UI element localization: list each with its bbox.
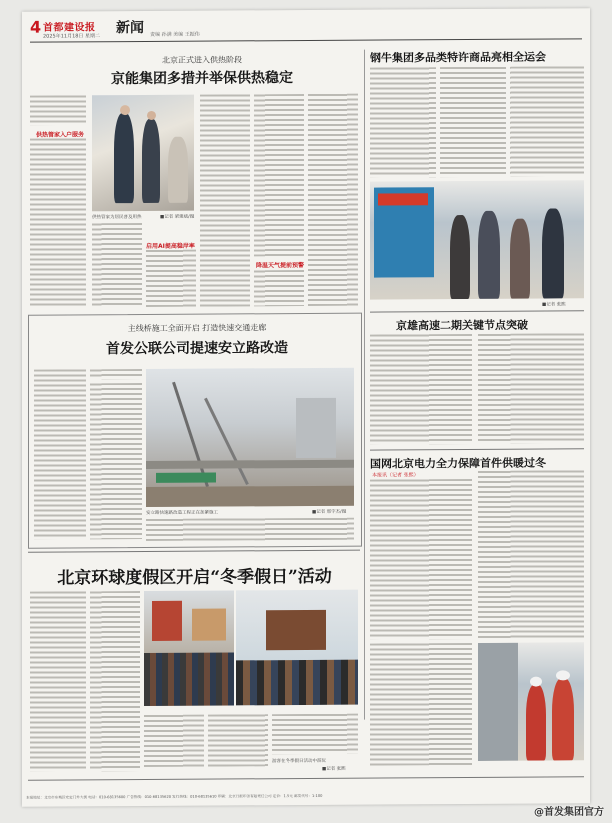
right1-col3-text bbox=[510, 66, 584, 176]
article2-bottom-text bbox=[146, 518, 354, 541]
article2-col2-top-text bbox=[90, 369, 142, 379]
footer-rule bbox=[28, 776, 584, 780]
article1-photo-caption: 供热管家为居民普及用热 bbox=[92, 215, 142, 221]
right3-col2-text bbox=[478, 470, 584, 639]
article3-photo-2 bbox=[236, 590, 358, 706]
article1-col4-text bbox=[200, 94, 250, 306]
masthead bbox=[30, 14, 582, 47]
article3-photo bbox=[144, 590, 234, 706]
article1-col6-text bbox=[308, 94, 358, 306]
right2-headline: 京雄高速二期关键节点突破 bbox=[396, 318, 528, 333]
article1-photo-credit: ■记者 梁建斌/摄 bbox=[160, 214, 195, 220]
right3-photo bbox=[478, 642, 584, 761]
article1-headline: 京能集团多措并举保供热稳定 bbox=[111, 70, 293, 88]
right1-photo bbox=[370, 180, 584, 299]
right2-col1-text bbox=[370, 334, 472, 445]
newspaper-logo: 首都建设报 bbox=[43, 22, 96, 34]
article2-col2-text bbox=[90, 383, 142, 539]
right1-col1-text bbox=[370, 67, 436, 177]
article3-credit: ■记者 张熙 bbox=[322, 766, 346, 772]
article1-col2-text bbox=[92, 223, 142, 307]
footer-info: 本报地址：北京市东城区安定门外大街 电话：010-68135600 广告热线：010-68135620 发行热线：010-68135610 印刷：北京日报印务有限责任公司 定价：1.5元 邮发代号：1-100 bbox=[26, 793, 323, 800]
article3-rule bbox=[28, 550, 360, 553]
right1-credit: ■记者 张熙 bbox=[542, 302, 566, 308]
right3-byline: 本报讯（记者 张熙） bbox=[372, 472, 419, 479]
article1-col5-text bbox=[254, 94, 304, 256]
column-divider bbox=[364, 50, 365, 720]
article1-subhead-3: 降温天气提前预警 bbox=[256, 262, 305, 270]
article1-subhead-2: 启用AI提高稳岸率 bbox=[146, 242, 195, 250]
article1-photo bbox=[92, 95, 194, 212]
article3-headline: 北京环球度假区开启“冬季假日”活动 bbox=[57, 566, 332, 589]
article3-col4-text bbox=[208, 714, 268, 766]
right3-col1-text bbox=[370, 479, 472, 640]
article2-photo bbox=[146, 368, 354, 507]
newspaper-page bbox=[22, 8, 590, 806]
right2-col2-text bbox=[478, 333, 584, 444]
article3-photo-caption: 游客在冬季假日活动中游玩 bbox=[272, 758, 326, 765]
article2-col1-text bbox=[34, 369, 86, 539]
article1-subhead-1: 供热管家入户服务 bbox=[36, 131, 85, 139]
page-number: 4 bbox=[30, 17, 42, 37]
article3-col3-text bbox=[144, 715, 204, 767]
right3-col3-text bbox=[370, 643, 472, 766]
issue-date: 2025年11月18日 星期二 bbox=[43, 33, 101, 40]
article2-kicker: 主线桥施工全面开启 打造快速交通走廊 bbox=[127, 323, 267, 334]
right1-col2-text bbox=[440, 67, 506, 177]
article2-photo-caption: 安立路快速路改造工程正在加紧施工 bbox=[146, 510, 218, 516]
editor-credits: 责编 孙满 美编 王振伟 bbox=[150, 31, 200, 38]
masthead-rule bbox=[30, 38, 582, 42]
article1-col1-text bbox=[30, 138, 86, 306]
article3-col5-text bbox=[272, 714, 358, 755]
right2-rule bbox=[370, 310, 584, 312]
right1-headline: 钢牛集团多品类特许商品亮相全运会 bbox=[370, 50, 546, 65]
article2-photo-credit: ■记者 邢宇杰/摄 bbox=[312, 509, 347, 515]
article3-col1-text bbox=[30, 591, 86, 771]
article1-col5b-text bbox=[254, 270, 304, 306]
article1-kicker: 北京正式进入供热阶段 bbox=[162, 55, 242, 65]
section-name: 新闻 bbox=[116, 19, 144, 37]
article2-headline: 首发公联公司提速安立路改造 bbox=[106, 340, 288, 358]
article1-col3-text bbox=[146, 250, 196, 307]
right3-headline: 国网北京电力全力保障首件供暖过冬 bbox=[370, 456, 546, 471]
article3-col2-text bbox=[90, 591, 140, 771]
right3-rule bbox=[370, 448, 584, 450]
article1-lead-text bbox=[30, 95, 86, 125]
watermark: @首发集团官方 bbox=[534, 807, 604, 818]
